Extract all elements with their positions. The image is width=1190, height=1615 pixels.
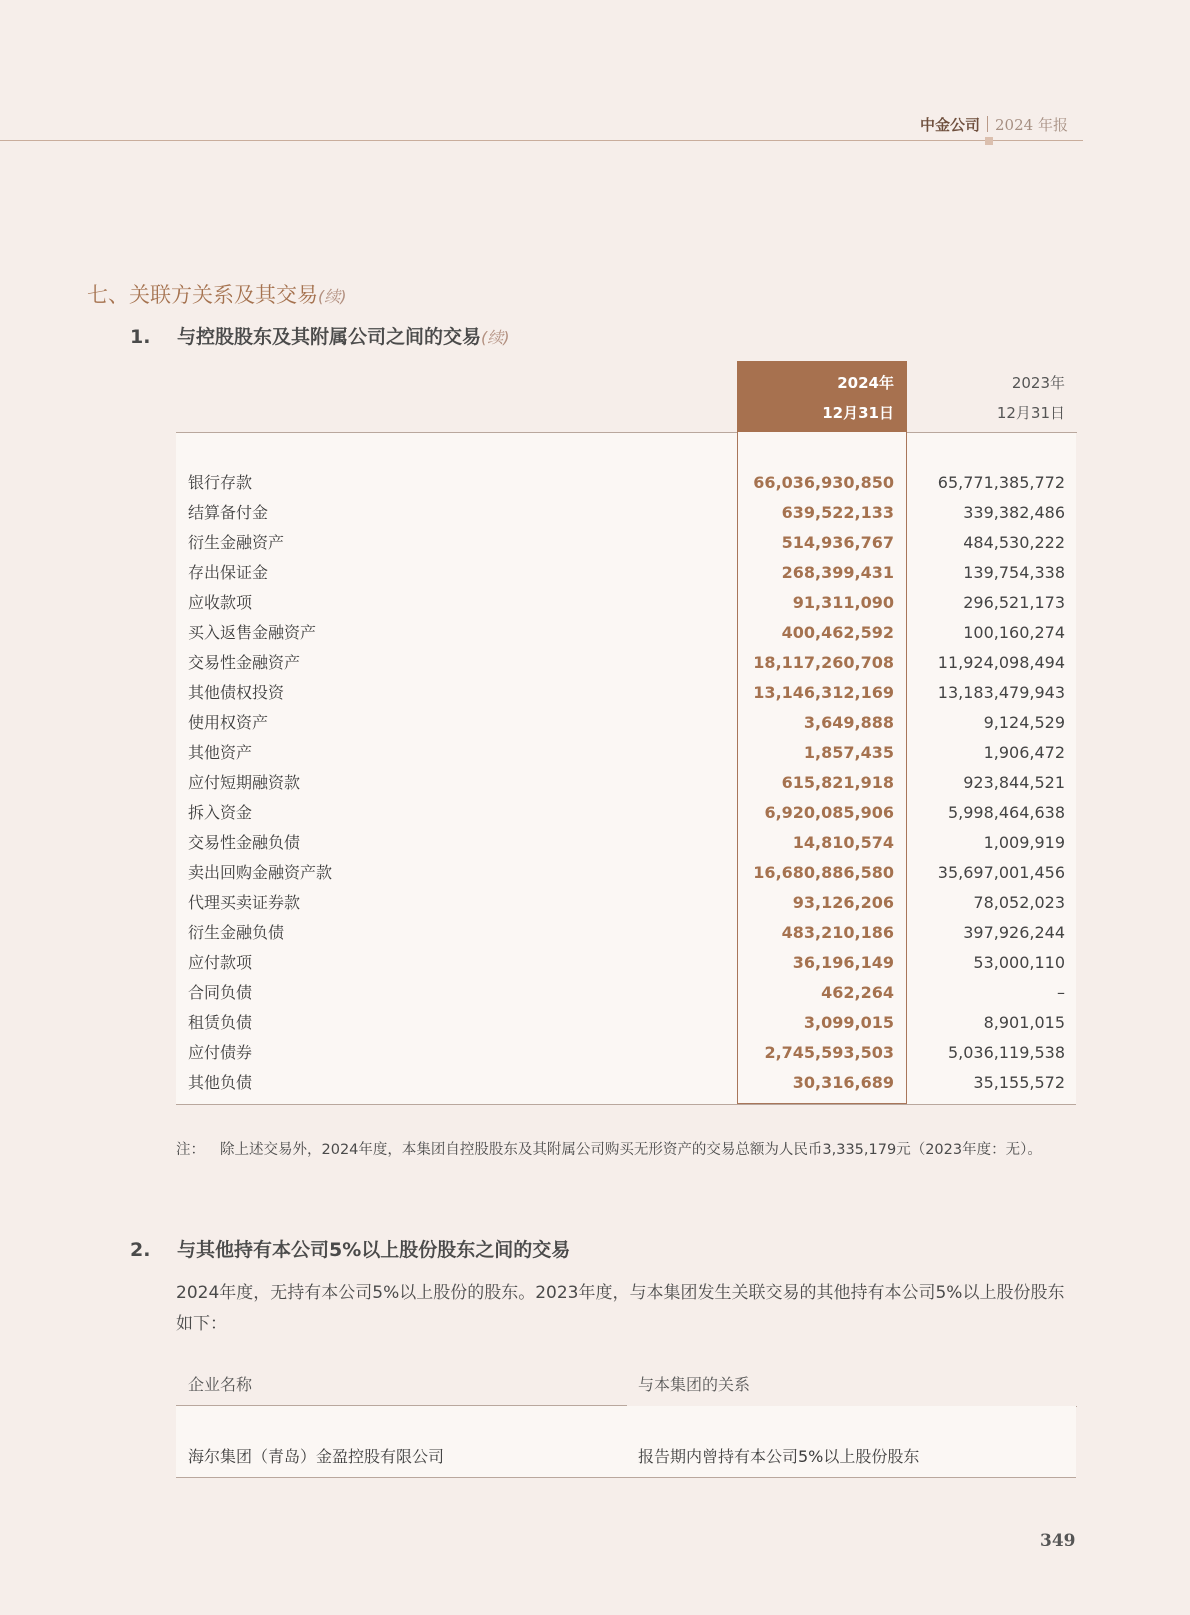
row-label: 其他债权投资: [188, 683, 285, 702]
table-row: [176, 588, 1076, 618]
row-label: 交易性金融资产: [188, 653, 301, 672]
note-label: 注：: [176, 1142, 205, 1158]
table-row: [176, 948, 1076, 978]
value-2023: 139,754,338: [963, 563, 1065, 582]
value-2023: 484,530,222: [963, 533, 1065, 552]
value-2023: 13,183,479,943: [937, 683, 1065, 702]
table-row: [176, 978, 1076, 1008]
row-label: 应收款项: [188, 593, 253, 612]
table-row: [176, 768, 1076, 798]
prior-year-header-year: 2023年: [1011, 374, 1065, 392]
value-2023: 65,771,385,772: [937, 473, 1065, 492]
value-2023: 11,924,098,494: [937, 653, 1065, 672]
current-year-header-year: 2024年: [837, 374, 894, 392]
table-row: [176, 918, 1076, 948]
header-report-title: 2024 年报: [995, 116, 1068, 134]
value-2023: 397,926,244: [963, 923, 1065, 942]
value-2024: 400,462,592: [781, 623, 894, 642]
row-label: 合同负债: [188, 983, 253, 1002]
value-2024: 639,522,133: [781, 503, 894, 522]
value-2024: 514,936,767: [781, 533, 894, 552]
table-2-company-name: 海尔集团（青岛）金盈控股有限公司: [188, 1447, 445, 1466]
table-1-header-rule: [176, 432, 737, 433]
table-2-header-company: 企业名称: [188, 1375, 253, 1394]
value-2024: 91,311,090: [792, 593, 894, 612]
value-2024: 30,316,689: [792, 1073, 894, 1092]
current-year-header-date: 12月31日: [822, 404, 894, 422]
subsection-2-number: 2.: [130, 1239, 151, 1261]
row-label: 衍生金融资产: [188, 533, 285, 552]
value-2024: 14,810,574: [792, 833, 894, 852]
table-row: [176, 798, 1076, 828]
row-label: 拆入资金: [188, 803, 253, 822]
value-2024: 462,264: [821, 983, 894, 1002]
subsection-2-title: [130, 1235, 570, 1262]
value-2024: 13,146,312,169: [753, 683, 894, 702]
header-divider: [987, 116, 988, 132]
value-2023: 9,124,529: [983, 713, 1065, 732]
table-row: [176, 528, 1076, 558]
value-2023: 339,382,486: [963, 503, 1065, 522]
subsection-1-number: 1.: [130, 326, 151, 348]
table-2-bottom-rule: [176, 1477, 1076, 1478]
value-2024: 268,399,431: [781, 563, 894, 582]
row-label: 买入返售金融资产: [188, 623, 317, 642]
section-title: [87, 279, 347, 309]
row-label: 其他负债: [188, 1073, 253, 1092]
running-header: [920, 114, 1068, 135]
value-2023: 8,901,015: [983, 1013, 1065, 1032]
subsection-2-text: 与其他持有本公司5%以上股份股东之间的交易: [177, 1239, 571, 1261]
value-2024: 615,821,918: [781, 773, 894, 792]
table-row: [176, 828, 1076, 858]
subsection-1-text: 与控股股东及其附属公司之间的交易: [177, 326, 482, 348]
table-1-note: [176, 1137, 1081, 1163]
row-label: 存出保证金: [188, 563, 269, 582]
value-2023: 1,906,472: [983, 743, 1065, 762]
table-row: [176, 738, 1076, 768]
table-row: [176, 468, 1076, 498]
row-label: 银行存款: [188, 473, 253, 492]
row-label: 交易性金融负债: [188, 833, 301, 852]
row-label: 租赁负债: [188, 1013, 253, 1032]
row-label: 应付债券: [188, 1043, 253, 1062]
header-company: 中金公司: [920, 116, 981, 134]
table-1-header-rule-right: [907, 432, 1077, 433]
table-row: [176, 888, 1076, 918]
row-label: 代理买卖证券款: [188, 893, 301, 912]
value-2024: 6,920,085,906: [764, 803, 894, 822]
value-2024: 3,649,888: [803, 713, 894, 732]
value-2023: 1,009,919: [983, 833, 1065, 852]
value-2023: 53,000,110: [973, 953, 1065, 972]
table-row: [176, 1008, 1076, 1038]
page-number: 349: [1040, 1531, 1076, 1551]
row-label: 结算备付金: [188, 503, 269, 522]
value-2024: 3,099,015: [803, 1013, 894, 1032]
value-2023: 5,998,464,638: [947, 803, 1065, 822]
header-rule: [0, 140, 1083, 141]
value-2023: 100,160,274: [963, 623, 1065, 642]
subsection-1-continued: (续): [481, 328, 510, 347]
section-title-text: 七、关联方关系及其交易: [87, 283, 318, 307]
row-label: 衍生金融负债: [188, 923, 285, 942]
table-row: [176, 708, 1076, 738]
table-row: [176, 618, 1076, 648]
value-2023: 78,052,023: [973, 893, 1065, 912]
subsection-1-title: [130, 322, 510, 349]
value-2023: 5,036,119,538: [947, 1043, 1065, 1062]
table-row: [176, 558, 1076, 588]
table-row: [176, 648, 1076, 678]
value-2023: 35,697,001,456: [937, 863, 1065, 882]
value-2024: 93,126,206: [792, 893, 894, 912]
row-label: 使用权资产: [188, 713, 269, 732]
table-row: [176, 1068, 1076, 1098]
section-continued: (续): [318, 287, 347, 306]
value-2024: 36,196,149: [792, 953, 894, 972]
value-2024: 483,210,186: [781, 923, 894, 942]
table-2-header-relation: 与本集团的关系: [638, 1375, 751, 1394]
table-1-bottom-rule: [176, 1104, 1076, 1105]
value-2024: 18,117,260,708: [753, 653, 894, 672]
table-row: [176, 1038, 1076, 1068]
value-2024: 66,036,930,850: [753, 473, 894, 492]
note-text: 除上述交易外，2024年度，本集团自控股股东及其附属公司购买无形资产的交易总额为人民币3,335,179元（2023年度：无）。: [220, 1142, 1042, 1158]
row-label: 其他资产: [188, 743, 253, 762]
value-2024: 1,857,435: [803, 743, 894, 762]
subsection-2-paragraph: 2024年度，无持有本公司5%以上股份的股东。2023年度，与本集团发生关联交易的其他持有本公司5%以上股份股东如下：: [176, 1283, 1065, 1334]
prior-year-header-date: 12月31日: [996, 404, 1065, 422]
header-rule-marker: [985, 137, 993, 145]
value-2024: 16,680,886,580: [753, 863, 894, 882]
row-label: 卖出回购金融资产款: [188, 863, 333, 882]
table-row: [176, 678, 1076, 708]
table-row: [176, 858, 1076, 888]
value-2023: 923,844,521: [963, 773, 1065, 792]
value-2023: –: [1057, 983, 1065, 1002]
value-2023: 35,155,572: [973, 1073, 1065, 1092]
table-row: [176, 498, 1076, 528]
row-label: 应付款项: [188, 953, 253, 972]
row-label: 应付短期融资款: [188, 773, 301, 792]
value-2023: 296,521,173: [963, 593, 1065, 612]
value-2024: 2,745,593,503: [764, 1043, 894, 1062]
table-2-relation: 报告期内曾持有本公司5%以上股份股东: [638, 1447, 920, 1466]
